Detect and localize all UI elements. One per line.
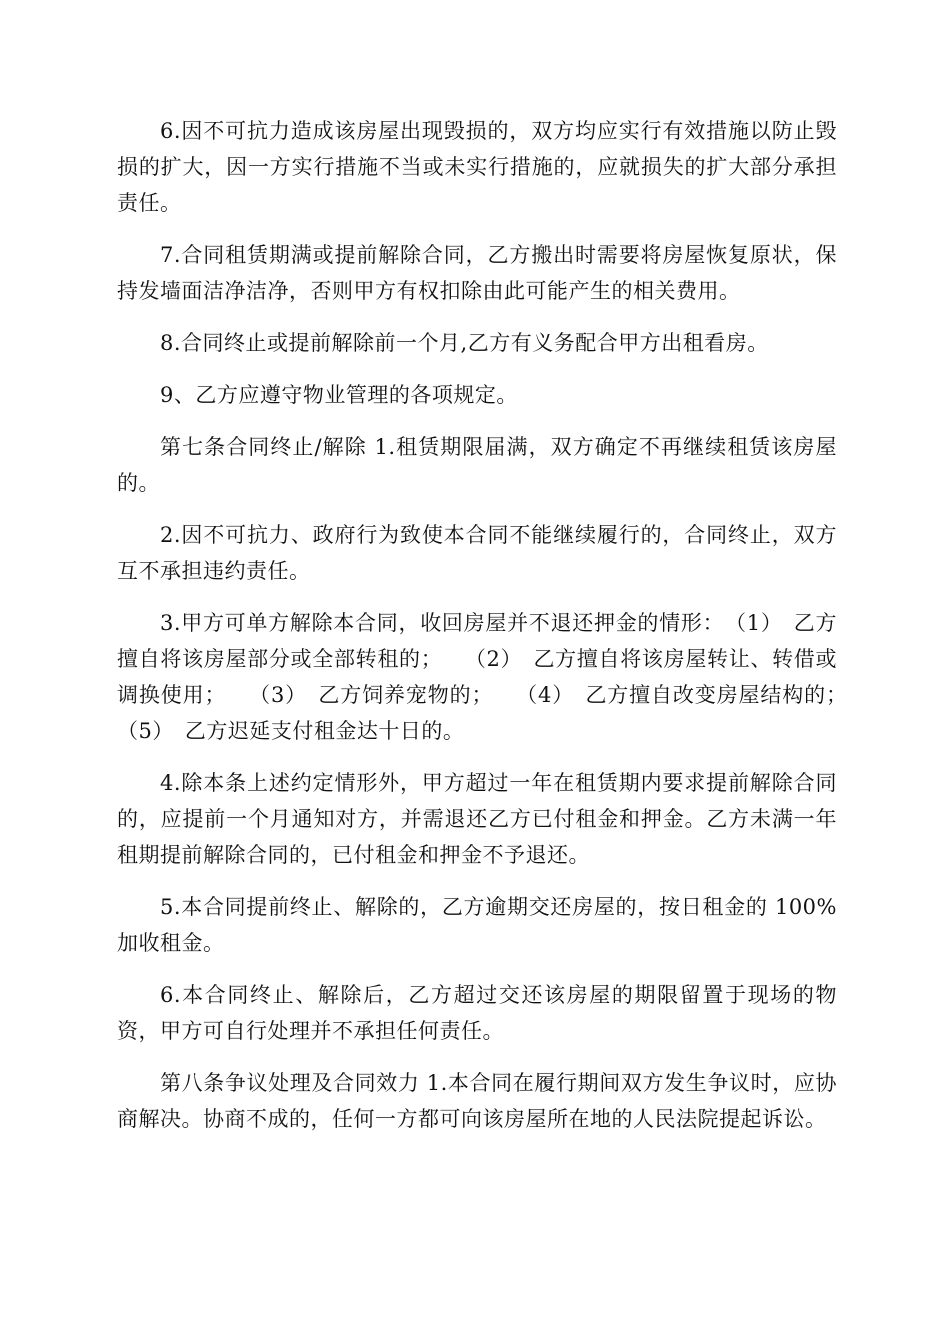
paragraph-overdue-return: 5.本合同提前终止、解除的，乙方逾期交还房屋的，按日租金的 100%加收租金。: [117, 895, 837, 955]
paragraph-article-8-dispute: 第八条争议处理及合同效力 1.本合同在履行期间双方发生争议时，应协商解决。协商不成的，任何一方都可向该房屋所在地的人民法院提起诉讼。: [117, 1071, 837, 1131]
paragraph-early-termination: 4.除本条上述约定情形外，甲方超过一年在租赁期内要求提前解除合同的，应提前一个月通知对方，并需退还乙方已付租金和押金。乙方未满一年租期提前解除合同的，已付租金和押金不予退还。: [117, 771, 837, 867]
paragraph-force-majeure-termination: 2.因不可抗力、政府行为致使本合同不能继续履行的，合同终止，双方互不承担违约责任。: [117, 523, 837, 583]
paragraph-left-items: 6.本合同终止、解除后，乙方超过交还该房屋的期限留置于现场的物资，甲方可自行处理并不承担任何责任。: [117, 983, 837, 1043]
document-body: [117, 113, 880, 1153]
paragraph-force-majeure-damage: 6.因不可抗力造成该房屋出现毁损的，双方均应实行有效措施以防止毁损的扩大，因一方实行措施不当或未实行措施的，应就损失的扩大部分承担责任。: [117, 119, 837, 215]
paragraph-viewing-cooperation: 8.合同终止或提前解除前一个月,乙方有义务配合甲方出租看房。: [160, 331, 769, 355]
paragraph-property-rules: 9、乙方应遵守物业管理的各项规定。: [160, 383, 518, 407]
paragraph-article-7-termination: 第七条合同终止/解除 1.租赁期限届满，双方确定不再继续租赁该房屋的。: [117, 435, 837, 495]
paragraph-unilateral-termination: 3.甲方可单方解除本合同，收回房屋并不退还押金的情形： （1） 乙方擅自将该房屋部分或全部转租的； （2） 乙方擅自将该房屋转让、转借或调换使用； （3） 乙方饲养宠物的； （4） 乙方擅自改变房屋结构的； （5） 乙方迟延支付租金达十日的。: [117, 611, 880, 743]
paragraph-restore-premises: 7.合同租赁期满或提前解除合同，乙方搬出时需要将房屋恢复原状，保持发墙面洁净洁净，否则甲方有权扣除由此可能产生的相关费用。: [117, 243, 837, 303]
